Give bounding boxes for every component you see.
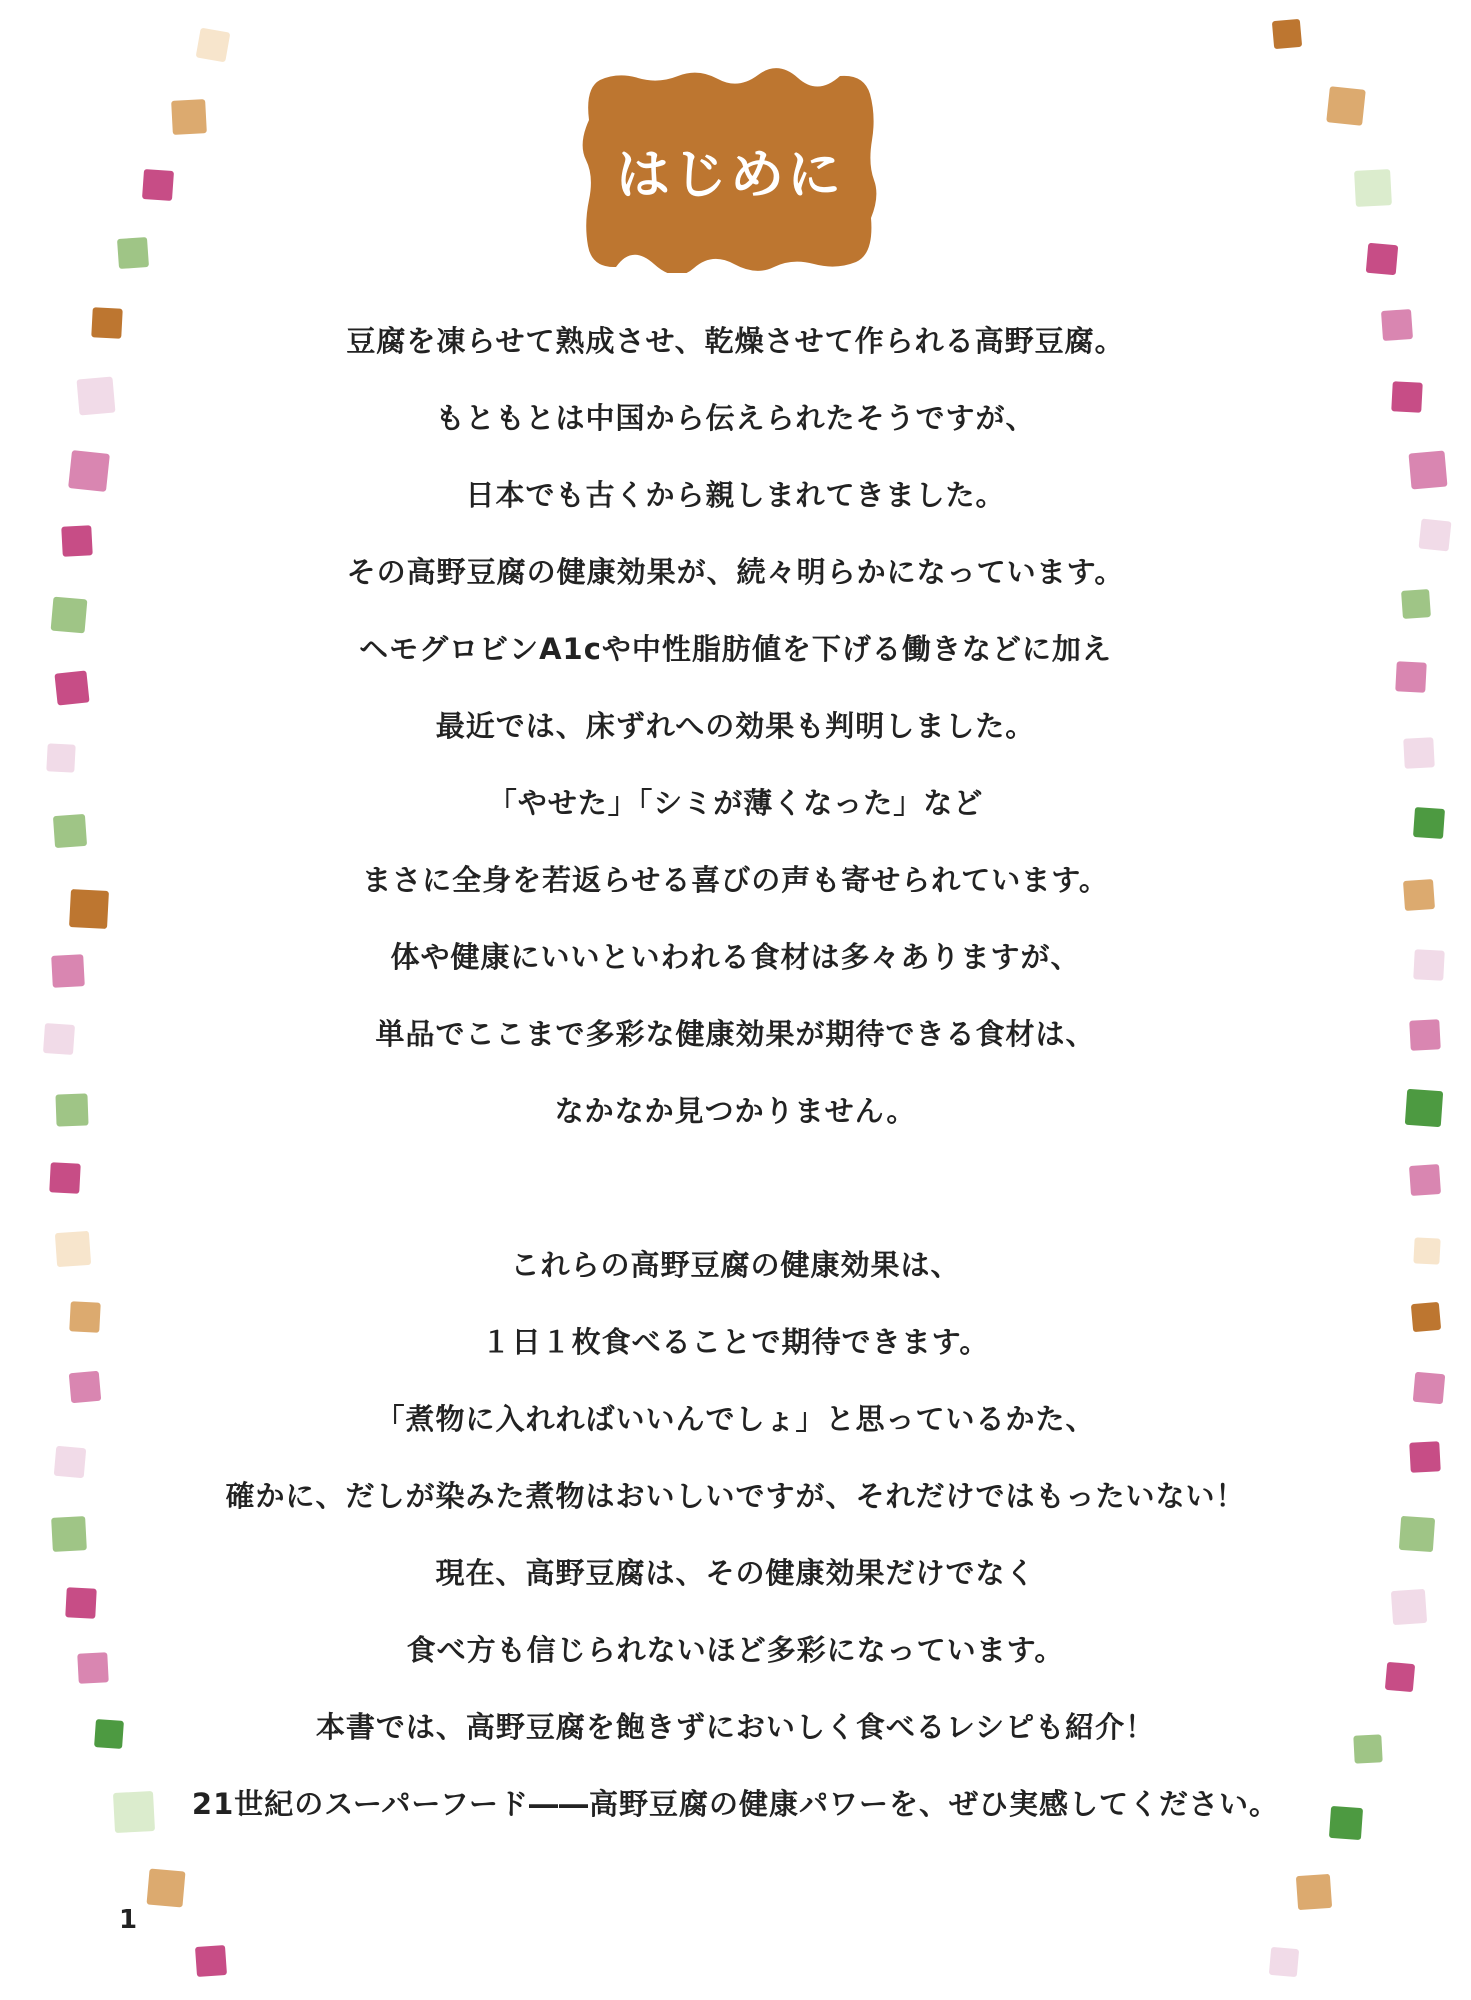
decorative-square bbox=[69, 889, 109, 929]
page-title: はじめに bbox=[616, 143, 844, 206]
body-line: １日１枚食べることで期待できます。 bbox=[481, 1325, 990, 1359]
decorative-square bbox=[53, 814, 87, 848]
decorative-square bbox=[51, 1516, 87, 1552]
body-line: まさに全身を若返らせる喜びの声も寄せられています。 bbox=[362, 863, 1109, 897]
decorative-square bbox=[1413, 1237, 1440, 1264]
decorative-square bbox=[77, 1652, 109, 1684]
decorative-square bbox=[94, 1719, 124, 1749]
body-line: 「煮物に入れればいいんでしょ」と思っているかた、 bbox=[375, 1402, 1096, 1436]
body-line: 体や健康にいいといわれる食材は多々ありますが、 bbox=[390, 940, 1081, 974]
decorative-square bbox=[69, 1371, 102, 1404]
decorative-square bbox=[1403, 879, 1435, 911]
body-line: なかなか見つかりません。 bbox=[554, 1094, 917, 1128]
decorative-square bbox=[1403, 737, 1435, 769]
decorative-square bbox=[1353, 1734, 1382, 1763]
decorative-square bbox=[1408, 450, 1447, 489]
body-line: 21世紀のスーパーフード――高野豆腐の健康パワーを、ぜひ実感してください。 bbox=[191, 1787, 1280, 1821]
body-line: 豆腐を凍らせて熟成させ、乾燥させて作られる高野豆腐。 bbox=[346, 324, 1125, 358]
body-line: 最近では、床ずれへの効果も判明しました。 bbox=[435, 709, 1036, 743]
decorative-square bbox=[196, 28, 231, 63]
decorative-square bbox=[1413, 949, 1445, 981]
paragraph-spacer bbox=[140, 1157, 1331, 1234]
body-line: その高野豆腐の健康効果が、続々明らかになっています。 bbox=[346, 555, 1125, 589]
decorative-square bbox=[1409, 1441, 1441, 1473]
decorative-square bbox=[46, 743, 75, 772]
decorative-square bbox=[49, 1162, 81, 1194]
decorative-square bbox=[1366, 243, 1399, 276]
decorative-square bbox=[1329, 1806, 1363, 1840]
decorative-square bbox=[55, 1231, 91, 1267]
decorative-square bbox=[76, 376, 115, 415]
decorative-square bbox=[43, 1023, 75, 1055]
decorative-square bbox=[1391, 1589, 1427, 1625]
decorative-square bbox=[171, 99, 207, 135]
decorative-square bbox=[1413, 807, 1445, 839]
decorative-square bbox=[1419, 519, 1452, 552]
decorative-square bbox=[117, 237, 149, 269]
body-line: ヘモグロビンA1cや中性脂肪値を下げる働きなどに加え bbox=[359, 632, 1112, 666]
page-number: 1 bbox=[119, 1905, 138, 1935]
decorative-square bbox=[1269, 1947, 1299, 1977]
decorative-square bbox=[1413, 1372, 1446, 1405]
decorative-square bbox=[142, 169, 174, 201]
decorative-square bbox=[195, 1945, 227, 1977]
decorative-square bbox=[1409, 1019, 1441, 1051]
decorative-square bbox=[69, 1301, 101, 1333]
body-line: 確かに、だしが染みた煮物はおいしいですが、それだけではもったいない！ bbox=[225, 1479, 1246, 1513]
decorative-square bbox=[54, 1446, 87, 1479]
decorative-square bbox=[1401, 589, 1431, 619]
body-line: 本書では、高野豆腐を飽きずにおいしく食べるレシピも紹介！ bbox=[315, 1710, 1156, 1744]
decorative-square bbox=[1391, 381, 1423, 413]
decorative-square bbox=[1409, 1164, 1441, 1196]
decorative-square bbox=[65, 1587, 97, 1619]
decorative-square bbox=[51, 954, 85, 988]
body-line: 食べ方も信じられないほど多彩になっています。 bbox=[406, 1633, 1065, 1667]
decorative-square bbox=[1272, 19, 1302, 49]
decorative-square bbox=[1411, 1302, 1441, 1332]
body-line: もともとは中国から伝えられたそうですが、 bbox=[435, 401, 1036, 435]
decorative-square bbox=[1296, 1874, 1332, 1910]
decorative-square bbox=[1381, 309, 1413, 341]
body-line: これらの高野豆腐の健康効果は、 bbox=[510, 1248, 961, 1282]
decorative-square bbox=[1399, 1516, 1435, 1552]
body-line: 「やせた」「シミが薄くなった」など bbox=[487, 786, 984, 820]
body-line: 日本でも古くから親しまれてきました。 bbox=[465, 478, 1006, 512]
body-line: 単品でここまで多彩な健康効果が期待できる食材は、 bbox=[375, 1017, 1096, 1051]
body-text bbox=[140, 310, 1331, 1850]
decorative-square bbox=[61, 525, 93, 557]
decorative-square bbox=[1385, 1662, 1415, 1692]
decorative-square bbox=[54, 670, 89, 705]
decorative-square bbox=[91, 307, 123, 339]
decorative-square bbox=[1354, 169, 1392, 207]
decorative-square bbox=[1395, 661, 1427, 693]
decorative-square bbox=[55, 1093, 88, 1126]
body-line: 現在、高野豆腐は、その健康効果だけでなく bbox=[435, 1556, 1036, 1590]
decorative-square bbox=[51, 597, 88, 634]
decorative-square bbox=[1326, 86, 1366, 126]
decorative-square bbox=[68, 450, 110, 492]
decorative-square bbox=[1405, 1089, 1443, 1127]
decorative-square bbox=[146, 1868, 185, 1907]
